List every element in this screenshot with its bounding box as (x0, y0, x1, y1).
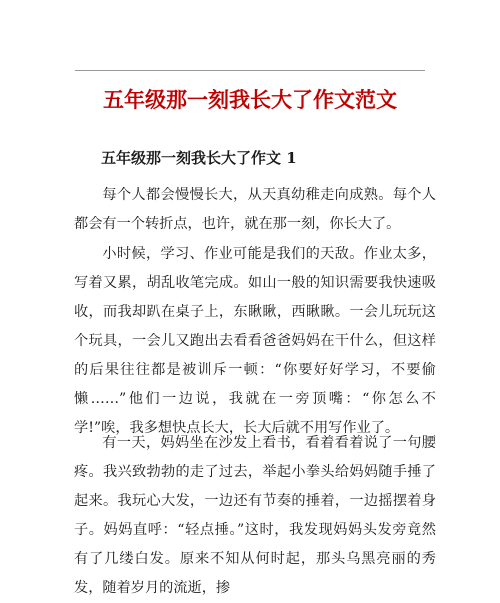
paragraph-1: 每个人都会慢慢长大，从天真幼稚走向成熟。每个人都会有一个转折点，也许，就在那一刻，你长大了。 (74, 187, 436, 232)
document-title: 五年级那一刻我长大了作文范文 (103, 87, 397, 112)
paragraph-3: 有一天，妈妈坐在沙发上看书，看着看着说了一句腰疼。我兴致勃勃的走了过去，举起小拳头给妈妈随手捶了起来。我玩心大发，一边还有节奏的捶着，一边摇摆着身子。妈妈直呼：“轻点捶。”这时，我发现妈妈头发旁竟然有了几缕白发。原来不知从何时起，那头乌黑亮丽的秀发，随着岁月的流逝，掺 (74, 435, 436, 596)
section-heading: 五年级那一刻我长大了作文 1 (101, 149, 297, 167)
paragraph-2: 小时候，学习、作业可能是我们的天敌。作业太多，写着又累，胡乱收笔完成。如山一般的知识需要我快速吸收，而我却趴在桌子上，东瞅瞅，西瞅瞅。一会儿玩玩这个玩具，一会儿又跑出去看看爸爸妈妈在干什么，但这样的后果往往都是被训斥一顿：“你要好好学习，不要偷懒……”他们一边说，我就在一旁顶嘴：“你怎么不学!”唉，我多想快点长大，长大后就不用写作业了。 (74, 246, 436, 436)
header-rule (75, 70, 425, 71)
